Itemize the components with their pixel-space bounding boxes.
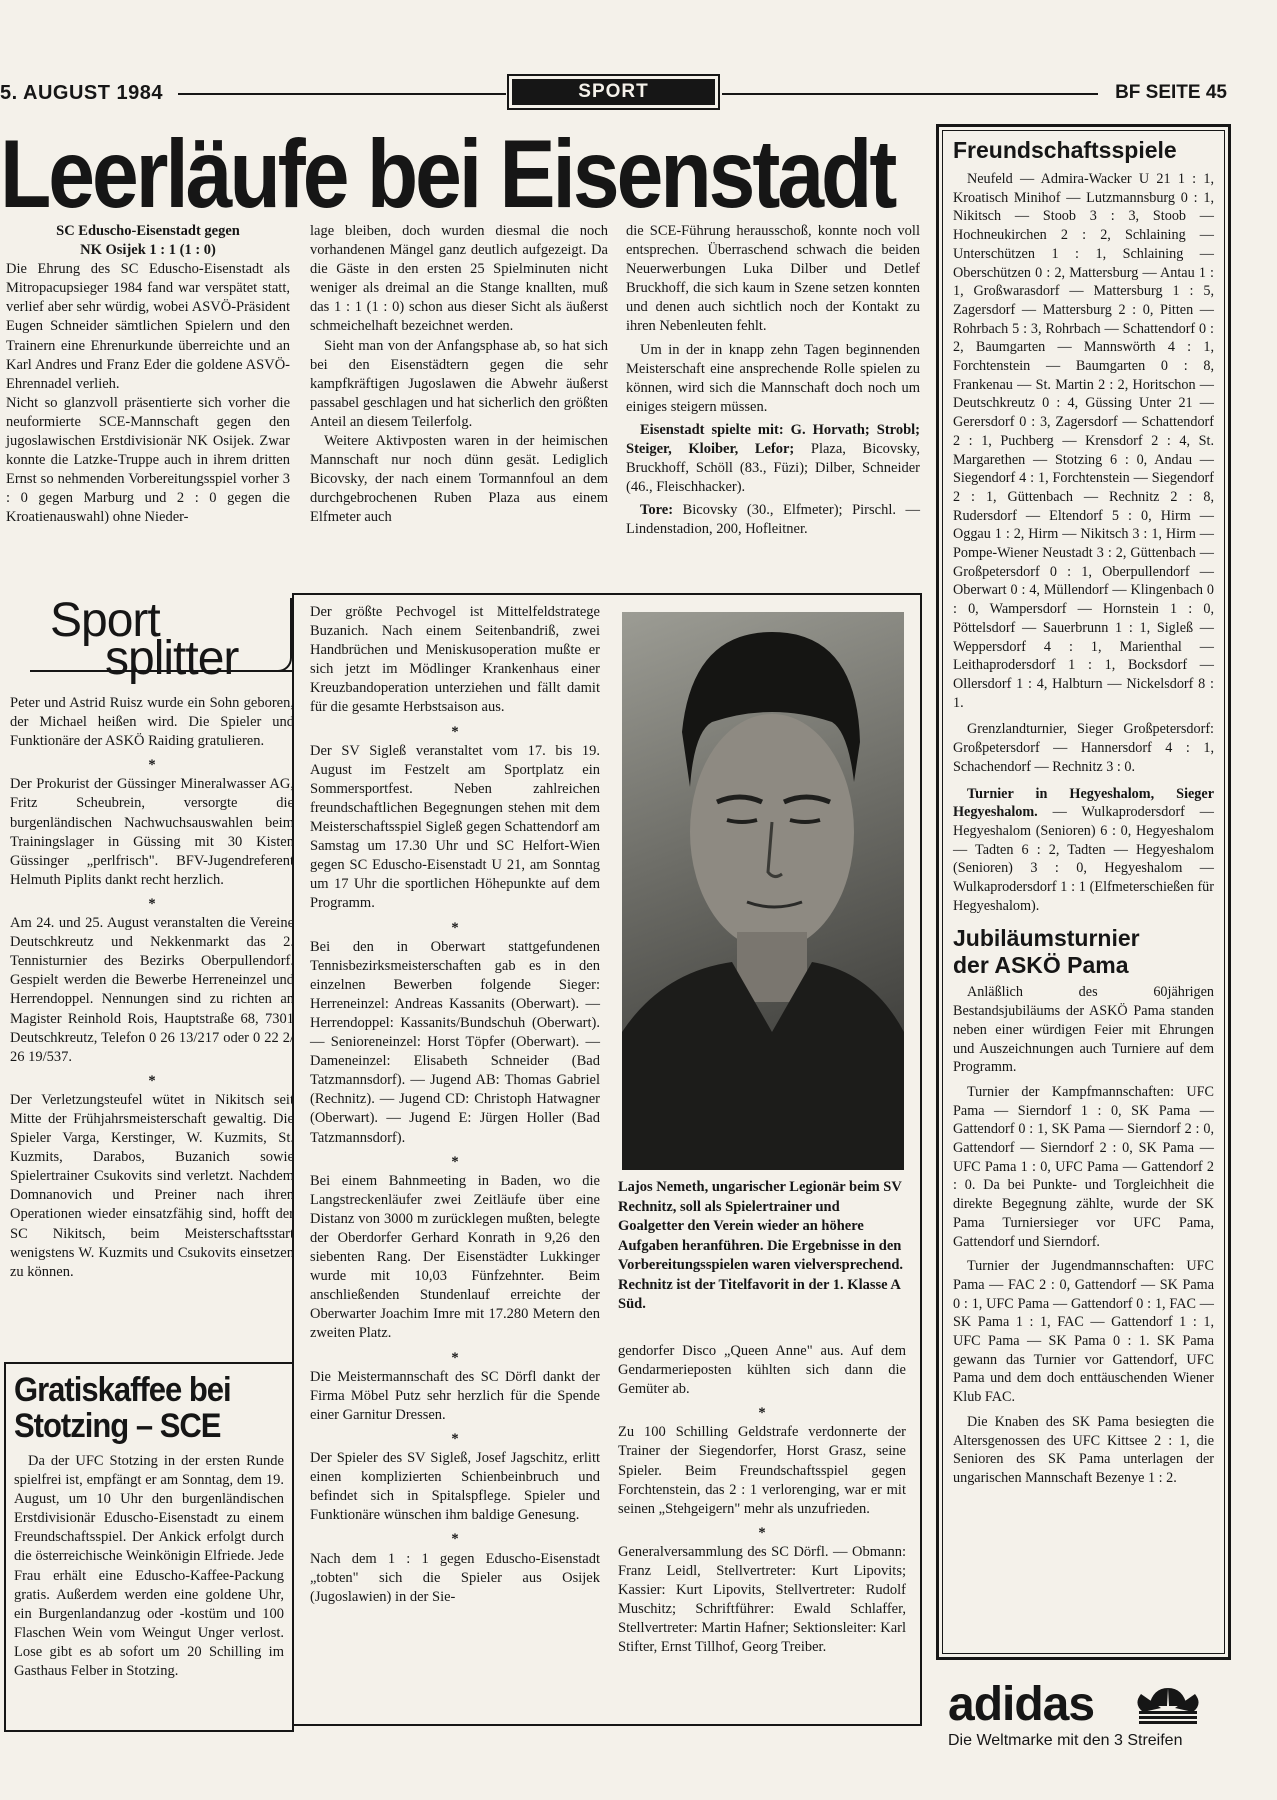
adidas-logo-wordmark: adidas — [948, 1678, 1095, 1731]
separator-star: * — [451, 919, 459, 936]
sportsplitter-column-1 — [10, 694, 294, 1282]
article-paragraph: Nicht so glanzvoll präsentierte sich vorher die neuformierte SCE-Mannschaft gegen den jugoslawischen Erstdivisionär NK Osijek. Zwar konnte die Latzke-Truppe auch in ihrem dritten Ernst so nehmenden Vorbereitungsspiel vorher 3 : 0 gegen Marburg und 2 : 0 gegen die Kroatienauswahl) ohne Nieder- — [6, 394, 290, 526]
gratiskaffee-box — [4, 1362, 294, 1732]
hegyeshalom-results: — Wulkaprodersdorf — Hegyeshalom (Senioren) 6 : 0, Hegyeshalom — Tadten 6 : 2, Tadten — Hegyeshalom (Senioren) 3 : 0, Hegyeshalom — Wulkaprodersdorf 1 : 1 (Elfmeterschießen für Hegyeshalom). — [953, 804, 1214, 914]
splitter-item: Der Prokurist der Güssinger Mineralwasser AG, Fritz Scheubrein, versorgte die burgenländischen Nachwuchsauswahlen beim Trainingslager in Güssing mit 30 Kisten Güssinger „perlfrisch". BFV-Jugendreferent Helmuth Piplits dankt recht herzlich. — [10, 776, 294, 888]
splitter-item: Zu 100 Schilling Geldstrafe verdonnerte der Trainer der Siegendorfer, Horst Grasz, seine Spieler. Beim Freundschaftsspiel gegen Forchtenstein, das 2 : 1 verlorenging, war er mit seinen „Stehgeigern" mehr als unzufrieden. — [618, 1424, 906, 1517]
adidas-ad — [948, 1680, 1238, 1750]
separator-star: * — [148, 757, 156, 774]
separator-star: * — [451, 1349, 459, 1366]
splitter-item: Bei einem Bahnmeeting in Baden, wo die Langstreckenläufer zwei Zeitläufe über eine Distanz von 3000 m zurücklegen mußten, belegte der Oberdorfer Gerhard Konrath in 9,26 den siebenten Rang. Der Eisenstädter Lukkinger wurde mit 10,03 Fünfzehnter. Beim anschließenden Stundenlauf erreichte der Oberwarter Joachim Imre mit 17.280 Metern den zweiten Platz. — [310, 1172, 600, 1342]
adidas-trefoil-icon — [1133, 1684, 1203, 1726]
article-paragraph: lage bleiben, doch wurden diesmal die noch vorhandenen Mängel ganz deutlich aufgezeigt. Da die Gäste in den ersten 25 Spielminuten nicht weniger als dreimal an die Stange knallten, muß das 1 : 1 (1 : 0) schon aus dieser Sicht als äußerst schmeichelhaft bezeichnet werden. — [310, 223, 608, 335]
separator-star: * — [451, 1430, 459, 1447]
separator-star: * — [451, 1531, 459, 1548]
gratiskaffee-title-line2: Stotzing – SCE — [14, 1406, 221, 1445]
splitter-item: Der Spieler des SV Sigleß, Josef Jagschitz, erlitt einen komplizierten Schienbeinbruch und befindet sich in Spitalspflege. Spieler und Funktionäre wünschen ihm baldige Genesung. — [310, 1450, 600, 1524]
article-paragraph: Weitere Aktivposten waren in der heimischen Mannschaft nur noch dünn gesät. Lediglich Bicovsky, der nach einem Tormannfoul an dem durchgebrochenen Ruben Plaza aus einem Elfmeter auch — [310, 433, 608, 526]
splitter-item: Der größte Pechvogel ist Mittelfeldstratege Buzanich. Nach einem Seitenbandriß, zwei Handbrüchen und Meniskusoperation mußte er sich jetzt im Mödlinger Krankenhaus einer Kreuzbandoperation unterziehen und fällt damit für die gesamte Herbstsaison aus. — [310, 604, 600, 716]
hegyeshalom-heading: Turnier in Hegyeshalom, Sieger Hegyeshalom. — [953, 785, 1214, 821]
splitter-item: gendorfer Disco „Queen Anne" aus. Auf dem Gendarmerieposten kühlten sich dann die Gemüter ab. — [618, 1343, 906, 1398]
sidebar-box — [936, 124, 1231, 1660]
article-column-2 — [310, 222, 608, 528]
jubilee-paragraph: Turnier der Jugendmannschaften: UFC Pama — FAC 2 : 0, Gattendorf — SK Pama 0 : 1, UFC Pama — Gattendorf 0 : 1, FAC — SK Pama 1 : 1, FAC — Gattendorf 1 : 1, UFC Pama — SK Pama 0 : 1. SK Pama gewann das Turnier vor Gattendorf, UFC Pama und dem doch enttäuschenden Wiener Klub FAC. — [953, 1258, 1214, 1406]
jubilee-title-line2: der ASKÖ Pama — [953, 952, 1129, 979]
gratiskaffee-body: Da der UFC Stotzing in der ersten Runde spielfrei ist, empfängt er am Sonntag, dem 19. August, um 10 Uhr den burgenländischen Erstdivisionär Eduscho-Eisenstadt zu einem Freundschaftsspiel. Der Ankick erfolgt durch die österreichische Weinkönigin Elfriede. Jede Frau erhält eine Eduscho-Kaffee-Packung gratis. Außerdem werden eine goldene Uhr, ein Burgenlandanzug oder -kostüm und 100 Flaschen Wein vom Weingut Unger verlost. Lose gibt es ab sofort um 20 Schilling im Gasthaus Felber in Stotzing. — [14, 1453, 284, 1680]
separator-star: * — [148, 895, 156, 912]
sidebar-inner — [942, 130, 1225, 1654]
sportsplitter-column-2 — [310, 603, 600, 1607]
separator-star: * — [758, 1524, 766, 1541]
grenzland-results: Grenzlandturnier, Sieger Großpetersdorf: Großpetersdorf — Hannersdorf 4 : 1, Schachendorf — Rechnitz 3 : 0. — [953, 721, 1214, 775]
separator-star: * — [451, 1153, 459, 1170]
splitter-item: Generalversammlung des SC Dörfl. — Obmann: Franz Leidl, Stellvertreter: Kurt Lipovits; Kassier: Kurt Lipovits, Stellvertreter: Rudolf Muschitz; Schriftführer: Ewald Schlaffer, Stellvertreter: Martin Hafner; Sektionsleiter: Karl Stifter, Ernst Tillhof, Georg Treiber. — [618, 1543, 906, 1656]
splitter-item: Nach dem 1 : 1 gegen Eduscho-Eisenstadt „tobten" sich die Spieler aus Osijek (Jugoslawien) in der Sie- — [310, 1550, 600, 1605]
jubilee-paragraph: Turnier der Kampfmannschaften: UFC Pama — Sierndorf 1 : 0, SK Pama — Gattendorf 0 : 1, SK Pama — Sierndorf 2 : 0, Gattendorf — Sierndorf 2 : 0, SK Pama — UFC Pama 1 : 0, UFC Pama — Gattendorf 2 : 0. Da bei Punkte- und Torgleichheit die direkte Begegnung zählte, wurde der SK Pama Turniersieger vor UFC Pama, Gattendorf und Sierndorf. — [953, 1083, 1214, 1250]
separator-star: * — [451, 723, 459, 740]
player-portrait-illustration — [622, 612, 904, 1170]
sportsplitter-logo-rule — [30, 670, 292, 672]
header-rule-right — [722, 93, 1098, 95]
article-column-3 — [626, 222, 920, 540]
sportsplitter-column-3 — [618, 1342, 906, 1658]
header-rule-left — [178, 93, 506, 95]
article-column-1 — [6, 222, 290, 528]
splitter-item: Am 24. und 25. August veranstalten die Vereine Deutschkreutz und Nekkenmarkt das 2. Tennisturnier des Bezirks Oberpullendorf. Gespielt werden die Bewerbe Herreneinzel und Herrendoppel. Nennungen sind zu richten an Magister Reinhold Rois, Hauptstraße 68, 7301 Deutschkreutz, Telefon 0 26 13/217 oder 0 22 2/ 26 19/537. — [10, 915, 294, 1065]
sportsplitter-logo-bracket — [278, 598, 292, 672]
article-paragraph: die SCE-Führung herausschoß, konnte noch voll entsprechen. Überraschend schwach die beiden Neuerwerbungen Luka Dilber und Detlef Bruckhoff, die sich kaum in Szene setzen konnten und denen auch sichtlich noch der Kontakt zu ihren Nebenleuten fehlt. — [626, 223, 920, 335]
sportsplitter-logo-bottom: splitter — [105, 632, 239, 685]
sportsplitter-logo — [10, 594, 294, 685]
article-subhead-score: NK Osijek 1 : 1 (1 : 0) — [80, 242, 216, 259]
jubilee-paragraph: Anläßlich des 60jährigen Bestandsjubiläums der ASKÖ Pama standen neben einer würdigen Feier mit Ehrungen und Auszeichnungen auch Turniere auf dem Programm. — [953, 984, 1214, 1076]
article-paragraph: Sieht man von der Anfangsphase ab, so hat sich bei den Eisenstädtern gegen die sehr kampfkräftigen Jugoslawen die Abwehr äußerst passabel geschlagen und hat sicherlich den größten Anteil an diesem Teilerfolg. — [310, 337, 608, 430]
article-subhead: SC Eduscho-Eisenstadt gegen — [56, 223, 240, 239]
issue-date: 5. AUGUST 1984 — [0, 82, 163, 104]
photo-caption: Lajos Nemeth, ungarischer Legionär beim SV Rechnitz, soll als Spielertrainer und Goalgetter den Verein wieder an höhere Aufgaben heranführen. Die Ergebnisse in den Vorbereitungsspielen waren vielversprechend. Rechnitz ist der Titelfavorit in der 1. Klasse A Süd. — [618, 1179, 904, 1312]
splitter-item: Peter und Astrid Ruisz wurde ein Sohn geboren, der Michael heißen wird. Die Spieler und Funktionäre der ASKÖ Raiding gratulieren. — [10, 695, 294, 750]
splitter-item: Die Meistermannschaft des SC Dörfl dankt der Firma Möbel Putz sehr herzlich für die Spende einer Garnitur Dressen. — [310, 1368, 600, 1423]
jubilee-paragraph: Die Knaben des SK Pama besiegten die Altersgenossen des UFC Kittsee 2 : 1, die Senioren des SK Pama unterlagen der ungarischen Mannschaft Bezenye 1 : 2. — [953, 1413, 1214, 1486]
page-number: BF SEITE 45 — [1115, 82, 1227, 103]
article-paragraph: Die Ehrung des SC Eduscho-Eisenstadt als Mitropacupsieger 1984 fand war verspätet statt, verlief aber sehr würdig, wobei ASVÖ-Präsident Eugen Schneider sämtlichen Spielern und den Trainern eine Ehrenurkunde überreichte und an Karl Andres und Franz Eder die goldene ASVÖ-Ehrennadel verlieh. — [6, 261, 290, 392]
jubilee-title-line1: Jubiläumsturnier — [953, 925, 1140, 952]
lineup-label: Eisenstadt spielte mit: G. Horvath; Strobl; Steiger, Kloiber, Lefor; — [626, 421, 920, 458]
splitter-item: Der SV Sigleß veranstaltet vom 17. bis 19. August im Festzelt am Sportplatz ein Sommersportfest. Neben zahlreichen freundschaftlichen Begegnungen stehen mit dem Meisterschaftsspiel Sigleß gegen Schattendorf am Samstag um 17.30 Uhr und SC Helfort-Wien gegen SC Eduscho-Eisenstadt U 21, am Sonntag um 17 Uhr die sportlichen Höhepunkte auf dem Programm. — [310, 742, 600, 912]
article-paragraph: Um in der in knapp zehn Tagen beginnenden Meisterschaft eine ansprechende Rolle spielen zu können, wird sich die Mannschaft doch noch um einiges steigern müssen. — [626, 341, 920, 415]
gratiskaffee-title-line1: Gratiskaffee bei — [14, 1370, 231, 1409]
separator-star: * — [148, 1072, 156, 1089]
friendly-results: Neufeld — Admira-Wacker U 21 1 : 1, Kroatisch Minihof — Lutzmannsburg 0 : 1, Nikitsch — Stoob 3 : 3, Stoob — Hochneukirchen 2 : 2, Schlaining — Unterschützen 1 : 1, Schlaining — Oberschützen 0 : 2, Mattersburg — Antau 1 : 1, Großwarasdorf — Mattersburg 1 : 5, Zagersdorf — Mattersburg 2 : 0, Pitten — Rohrbach 5 : 3, Rohrbach — Schattendorf 0 : 2, Baumgarten — Mannswörth 4 : 1, Forchtenstein — Baumgarten 0 : 8, Frankenau — St. Martin 2 : 2, Horitschon — Deutschkreutz 0 : 4, Güssing Unter 21 — Gerersdorf 0 : 3, Zagersdorf — Schattendorf 2 : 1, Puchberg — Krensdorf 2 : 4, St. Margarethen — Stotzing 6 : 0, Andau — Siegendorf 4 : 1, Forchtenstein — Siegendorf 2 : 1, Güttenbach — Rechnitz 2 : 8, Rudersdorf — Eltendorf 5 : 0, Hirm — Oggau 1 : 2, Hirm — Nikitsch 3 : 1, Hirm — Pompe-Wiener Neustadt 3 : 2, Güttenbach — Großpetersdorf 0 : 1, Oberpullendorf — Oberwart 0 : 4, Müllendorf — Klingenbach 0 : 0, Wampersdorf — Hornstein 1 : 0, Pöttelsdorf — Sauerbrunn 1 : 1, Sigleß — Weppersdorf 4 : 1, Marienthal — Leithaprodersdorf 1 : 1, Bocksdorf — Ollersdorf 1 : 4, Halbturn — Nickelsdorf 8 : 1. — [953, 171, 1214, 711]
goals-text: Bicovsky (30., Elfmeter); Pirschl. — Lindenstadion, 200, Hofleitner. — [626, 502, 921, 538]
sidebar-title: Freundschaftsspiele — [953, 137, 1177, 163]
section-label: SPORT — [507, 74, 720, 110]
splitter-item: Bei den in Oberwart stattgefundenen Tennisbezirksmeisterschaften gab es in den einzelnen Bewerben folgende Sieger: Herreneinzel: Andreas Kassanits (Oberwart). — Herrendoppel: Kassanits/Bundschuh (Oberwart). — Senioreneinzel: Horst Töpfer (Oberwart). — Dameneinzel: Elisabeth Schneider (Bad Tatzmannsdorf). — Jugend AB: Thomas Gabriel (Rechnitz). — Jugend CD: Christoph Hatwagner (Oberwart). — Jugend E: Jürgen Holler (Bad Tatzmannsdorf). — [310, 938, 600, 1146]
lineup-text: Plaza, Bicovsky, Bruckhoff, Schöll (83., Füzi); Dilber, Schneider (46., Fleischhacker). — [626, 441, 920, 496]
headline: Leerläufe bei Eisenstadt — [0, 119, 895, 228]
splitter-item: Der Verletzungsteufel wütet in Nikitsch seit Mitte der Frühjahrsmeisterschaft gewaltig. Die Spieler Varga, Kerstinger, W. Kuzmits, St. Kuzmits, Darabos, Buzanich sowie Spielertrainer Csukovits sind verletzt. Nachdem Domnanovich und Preiner nach ihren Operationen wieder einsatzfähig sind, hofft der SC Nikitsch, beim Meisterschaftsstart wenigstens W. Kuzmits und Csukovits einsetzen zu können. — [10, 1091, 294, 1280]
adidas-tagline: Die Weltmarke mit den 3 Streifen — [948, 1732, 1183, 1749]
player-photo — [622, 612, 904, 1170]
page-header — [0, 80, 1277, 108]
goals-label: Tore: — [640, 502, 674, 519]
sportsplitter-logo-top: Sport — [50, 594, 160, 647]
separator-star: * — [758, 1405, 766, 1422]
